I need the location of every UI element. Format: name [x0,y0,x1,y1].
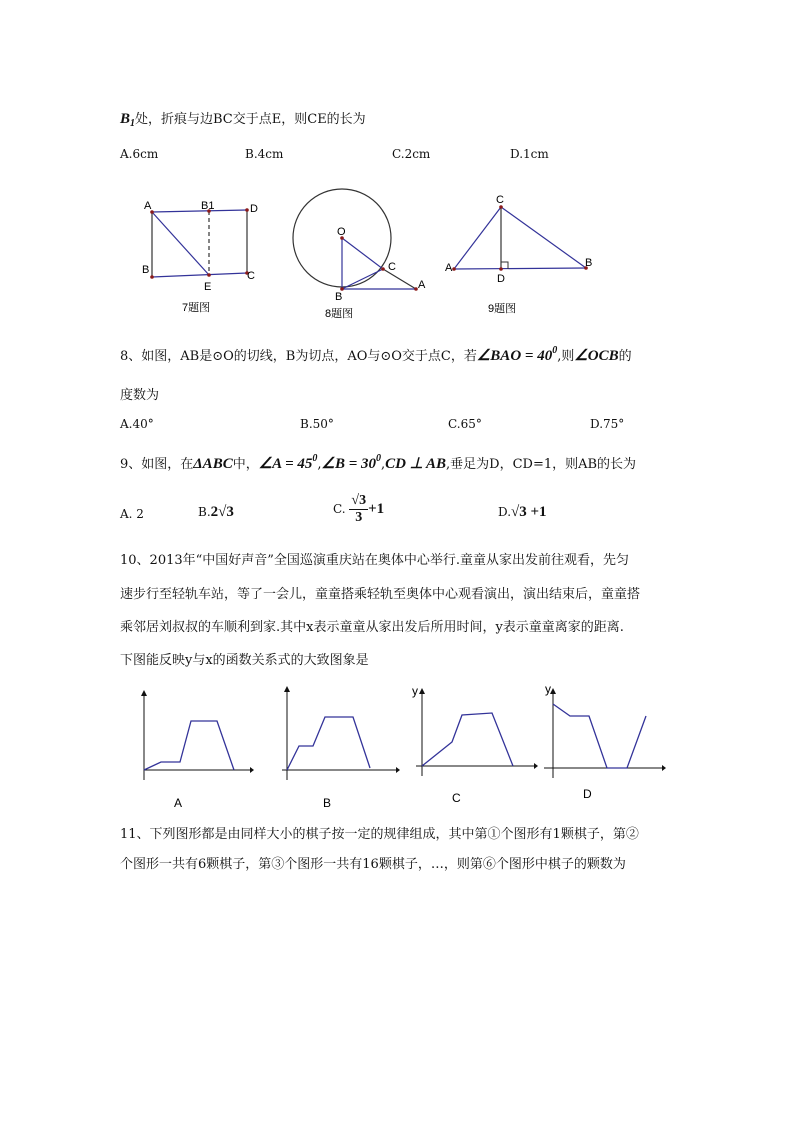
q8-math-angle-ocb: ∠OCB [574,348,619,364]
fig9-edge-ac [454,207,501,269]
q11-line-1: 11、下列图形都是由同样大小的棋子按一定的规律组成，其中第①个图形有1颗棋子，第② [120,827,639,842]
q9-option-c: C. $\frac{√3}{3}$ +1 [333,493,385,525]
q8-option-a: A.40° [120,417,154,431]
fig9-label-a: A [445,262,453,274]
fig7-label-b: B [142,264,150,276]
fig7-label-b1: B1 [201,200,215,212]
q9-math-angle-a: ∠A = $45^0$ [258,453,318,472]
q11-line-2: 个图形一共有6颗棋子，第③个图形一共有16颗棋子，…，则第⑥个图形中棋子的颗数为 [120,857,626,872]
q8-text-a: 8、如图，AB是⊙O的切线，B为切点，AO与⊙O交于点C，若 [120,349,477,364]
graph-b-curve [287,717,370,770]
q10-line-4: 下图能反映y与x的函数关系式的大致图象是 [120,653,369,668]
q9-math-angle-b: ∠B = $30^0$ [321,453,382,472]
q9-text-a: 9、如图，在 [120,457,194,472]
q7-option-d: D.1cm [510,147,549,161]
fig8-label-c: C [388,261,396,273]
fig9-label-c: C [496,194,504,206]
fig9-caption: 9题图 [488,303,517,315]
graph-d-curve [553,704,646,768]
q9-text-c: ,垂足为D，CD=1，则AB的长为 [446,457,637,472]
fig7-label-a: A [144,200,152,212]
q7-option-b: B.4cm [245,147,284,161]
fig9-edge-cb [501,207,586,268]
graph-b-label: B [323,796,332,810]
fig9-label-b: B [585,257,593,269]
q10-graph-a [124,690,254,815]
fig8-label-o: O [337,226,346,238]
q8-math-angle-bao: ∠BAO = $40^0$ [476,345,558,364]
q8-option-c: C.65° [448,417,482,431]
q10-graph-b [270,686,400,811]
q9-stem: 9、如图，在ΔABC中，∠A = $45^0,\angle B = 30^0,CD$ ⊥ AB,垂足为D，CD=1，则AB的长为 [120,453,637,472]
fig7-fold-ae [152,212,209,275]
graph-a-label: A [174,796,183,810]
q10-graph-c [408,682,538,807]
q8-option-b: B.50° [300,417,334,431]
q10-graph-d [538,680,668,805]
q7-option-c: C.2cm [392,147,431,161]
fig7-label-e: E [204,281,212,293]
q9-option-d: D.√3 +1 [498,504,547,520]
fig8-label-b: B [335,291,343,303]
q8-option-d: D.75° [590,417,625,431]
q9-option-a: A. 2 [120,507,144,521]
fig8-caption: 8题图 [325,308,354,320]
figure-8-circle-tangent [285,178,435,323]
fig7-label-d: D [250,203,258,215]
q9-math-triangle: ΔABC [193,456,233,472]
q9-math-perpendicular: CD ⊥ AB [385,456,447,472]
q7-option-a: A.6cm [120,147,159,161]
figure-9-triangle [440,190,600,320]
q10-line-3: 乘邻居刘叔叔的车顺利到家.其中x表示童童从家出发后所用时间，y表示童童离家的距离. [120,620,624,635]
graph-a-curve [144,721,234,770]
fig8-segment-oc [342,238,383,269]
fig8-label-a: A [418,279,426,291]
fig7-edge-bc [152,273,247,277]
fig9-edge-ab [454,268,586,269]
q8-text-b: ,则 [557,349,575,364]
graph-c-label: C [452,791,461,805]
fig7-label-c: C [247,270,255,282]
fig7-edge-ad [152,210,247,212]
q7-text: 处，折痕与边BC交于点E，则CE的长为 [135,112,366,127]
q9-option-b: B.2√3 [198,504,234,520]
q8-stem [120,345,632,365]
graph-c-y-label: y [412,684,418,698]
fig7-caption: 7题图 [182,302,211,314]
q9-text-b: 中， [232,457,259,472]
q7-stem [120,108,366,129]
q9-option-c-fraction: $\frac{√3}{3}$ [351,493,367,525]
q10-line-2: 速步行至轻轨车站，等了一会儿，童童搭乘轻轨至奥体中心观看演出，演出结束后，童童搭 [120,587,641,602]
figure-7-rectangle [135,195,270,320]
q10-line-1: 10、2013年“中国好声音”全国巡演重庆站在奥体中心举行.童童从家出发前往观看，先匀 [120,553,630,568]
fig9-label-d: D [497,273,505,285]
graph-c-curve [422,713,513,766]
q8-stem-line2: 度数为 [120,388,160,403]
q7-point-b1: $B_1$ [120,111,136,129]
graph-d-label: D [583,787,592,801]
fig8-segment-bc [342,269,383,289]
graph-d-y-label: y [545,682,551,696]
q8-text-c: 的 [618,349,632,364]
